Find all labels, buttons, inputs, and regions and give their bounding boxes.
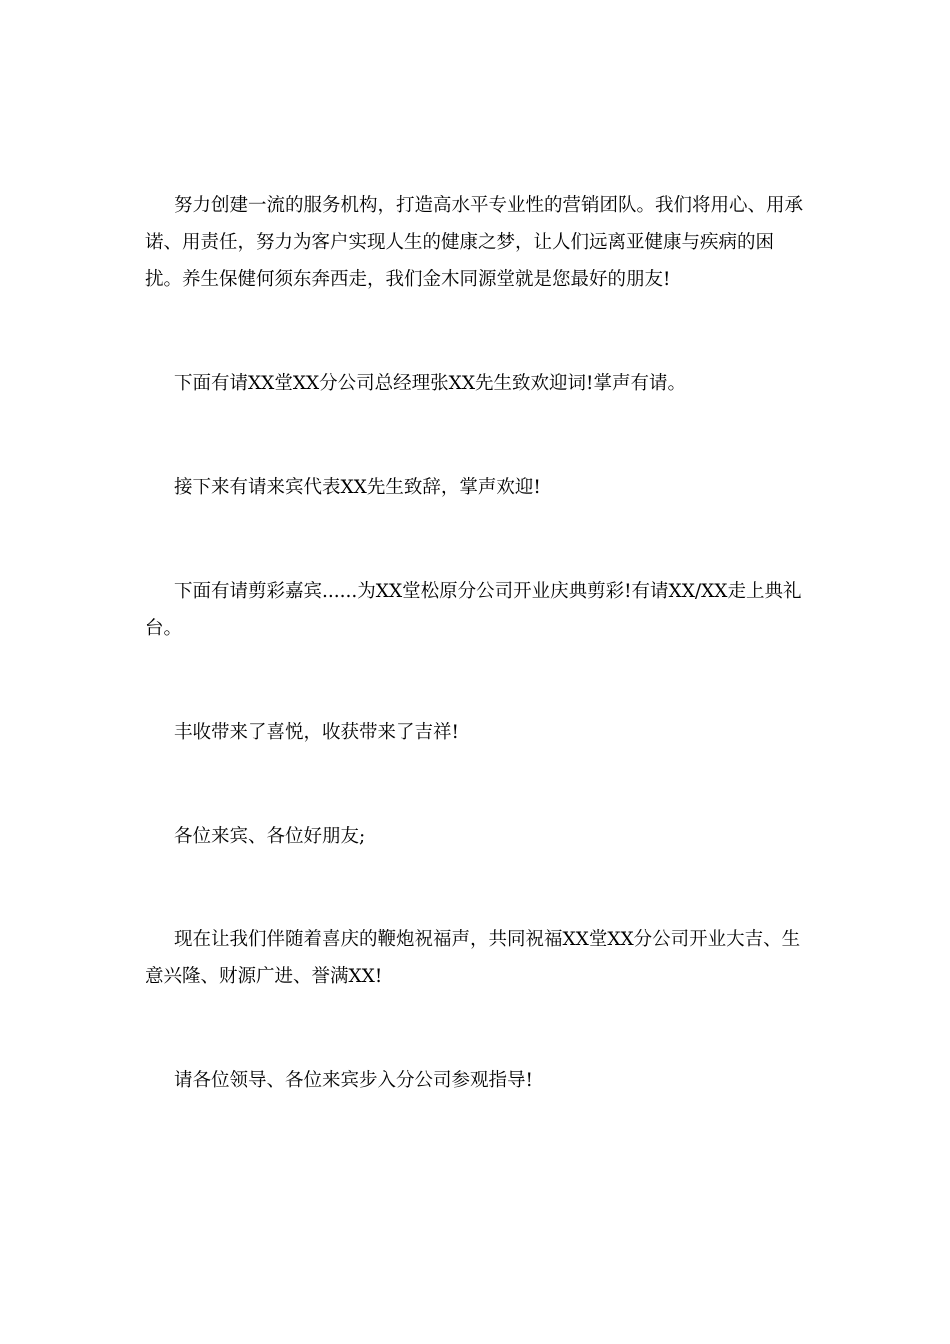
paragraph-harvest: 丰收带来了喜悦，收获带来了吉祥! [174, 722, 459, 743]
paragraph-blessing: 现在让我们伴随着喜庆的鞭炮祝福声，共同祝福XX堂XX分公司开业大吉、生意兴隆、财源广进、誉满XX! [145, 929, 801, 987]
paragraph-service-mission: 努力创建一流的服务机构，打造高水平专业性的营销团队。我们将用心、用承诺、用责任，努力为客户实现人生的健康之梦，让人们远离亚健康与疾病的困扰。养生保健何须东奔西走，我们金木同源堂就是您最好的朋友! [145, 195, 804, 290]
paragraph-guest-speech: 接下来有请来宾代表XX先生致辞，掌声欢迎! [174, 477, 541, 498]
paragraph-visit-invitation: 请各位领导、各位来宾步入分公司参观指导! [174, 1070, 533, 1091]
paragraph-welcome-speech: 下面有请XX堂XX分公司总经理张XX先生致欢迎词!掌声有请。 [174, 373, 686, 394]
paragraph-greeting: 各位来宾、各位好朋友; [174, 826, 366, 847]
paragraph-ribbon-cutting: 下面有请剪彩嘉宾......为XX堂松原分公司开业庆典剪彩!有请XX/XX走上典礼台。 [145, 581, 802, 639]
